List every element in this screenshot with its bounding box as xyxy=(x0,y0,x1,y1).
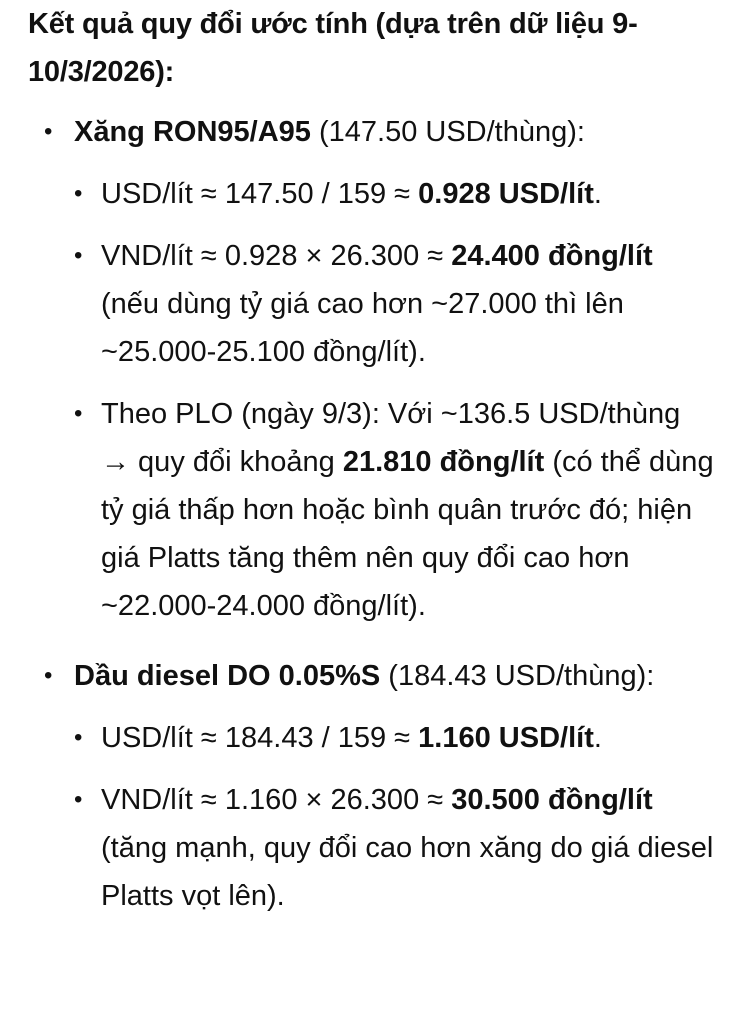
bullet-icon: • xyxy=(44,118,53,145)
list-item xyxy=(74,232,714,376)
calc-result: 24.400 đồng/lít xyxy=(451,240,653,272)
list-item xyxy=(74,714,714,762)
bullet-icon: • xyxy=(74,242,83,269)
fuel-list xyxy=(28,108,714,920)
bullet-icon: • xyxy=(74,786,83,813)
calc-result: 0.928 USD/lít xyxy=(418,178,594,210)
sub-list xyxy=(74,170,714,630)
bullet-icon: • xyxy=(74,400,83,427)
fuel-name: Xăng RON95/A95 xyxy=(74,116,311,148)
calc-note: (tăng mạnh, quy đổi cao hơn xăng do giá diesel Platts vọt lên). xyxy=(101,832,714,912)
list-item xyxy=(74,170,714,218)
list-item-diesel xyxy=(28,652,714,920)
calc-result: 30.500 đồng/lít xyxy=(451,784,653,816)
sub-list xyxy=(74,714,714,920)
calc-text: Theo PLO (ngày 9/3): Với ~136.5 USD/thùng → quy đổi khoảng xyxy=(101,398,681,478)
calc-result: 1.160 USD/lít xyxy=(418,722,594,754)
section-heading: Kết quả quy đổi ước tính (dựa trên dữ liệu 9-10/3/2026): xyxy=(28,8,638,88)
calc-note: . xyxy=(593,722,602,754)
bullet-icon: • xyxy=(74,180,83,207)
list-item-gasoline xyxy=(28,108,714,630)
calc-text: VND/lít ≈ 1.160 × 26.300 ≈ xyxy=(101,784,452,816)
calc-note: (nếu dùng tỷ giá cao hơn ~27.000 thì lên ~25.000-25.100 đồng/lít). xyxy=(101,288,624,368)
list-item xyxy=(74,390,714,630)
calc-result: 21.810 đồng/lít xyxy=(342,446,545,478)
calc-text: USD/lít ≈ 184.43 / 159 ≈ xyxy=(101,722,419,754)
fuel-name: Dầu diesel DO 0.05%S xyxy=(74,660,381,692)
list-item xyxy=(74,776,714,920)
fuel-price: (184.43 USD/thùng): xyxy=(380,660,655,692)
calc-note: (có thể dùng tỷ giá thấp hơn hoặc bình quân trước đó; hiện giá Platts tăng thêm nên quy đổi cao hơn ~22.000-24.000 đồng/lít). xyxy=(101,446,714,622)
calc-text: VND/lít ≈ 0.928 × 26.300 ≈ xyxy=(101,240,452,272)
bullet-icon: • xyxy=(74,724,83,751)
fuel-price: (147.50 USD/thùng): xyxy=(310,116,585,148)
bullet-icon: • xyxy=(44,662,53,689)
calc-text: USD/lít ≈ 147.50 / 159 ≈ xyxy=(101,178,419,210)
calc-note: . xyxy=(593,178,602,210)
